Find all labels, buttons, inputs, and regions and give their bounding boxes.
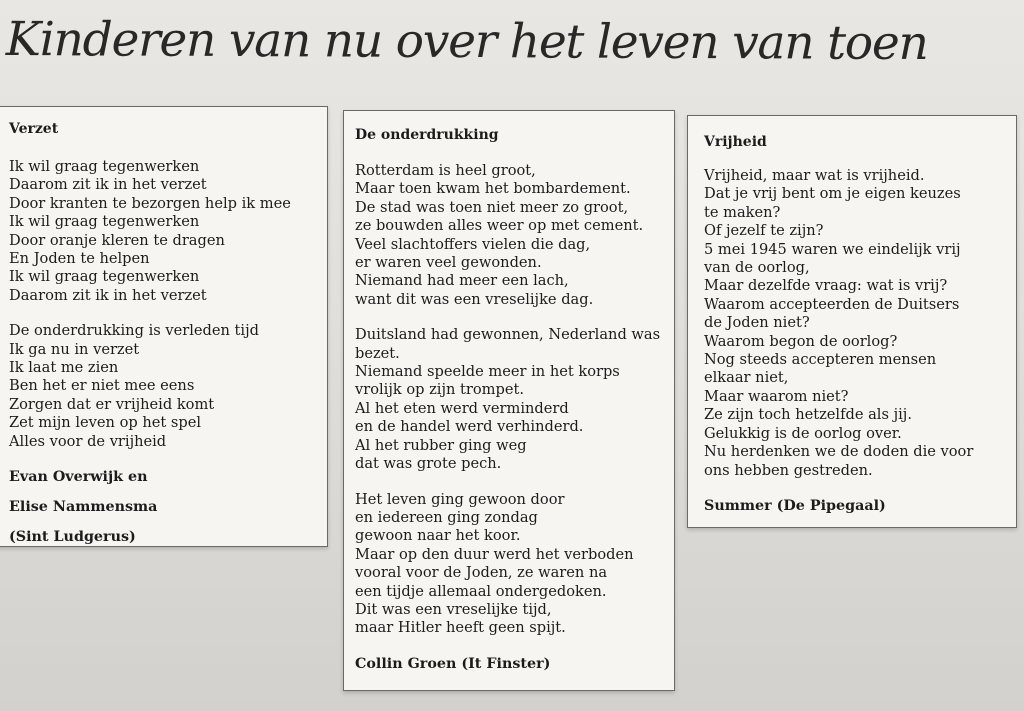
poem-line: Maar op den duur werd het verboden: [355, 545, 634, 563]
poem-line: en de handel werd verhinderd.: [355, 418, 584, 436]
poem-line: Gelukkig is de oorlog over.: [704, 424, 902, 442]
poem-line: Door kranten te bezorgen help ik mee: [9, 194, 291, 212]
poem-line: en iedereen ging zondag: [355, 508, 538, 526]
poem-author: [704, 497, 1016, 515]
poem-line: De onderdrukking is verleden tijd: [9, 322, 259, 340]
poem-line: Of jezelf te zijn?: [704, 222, 824, 240]
poem-line: Ze zijn toch hetzelfde als jij.: [704, 406, 912, 424]
poem-line: Veel slachtoffers vielen die dag,: [355, 235, 591, 253]
poem-line: gewoon naar het koor.: [355, 527, 521, 545]
poem-line: te maken?: [704, 203, 781, 221]
poem-line: van de oorlog,: [704, 259, 810, 277]
poem-line: Niemand speelde meer in het korps: [355, 363, 620, 381]
poem-author-line: Evan Overwijk en: [9, 469, 148, 486]
poem-line: een tijdje allemaal ondergedoken.: [355, 582, 607, 600]
poem-heading: Vrijheid: [704, 134, 767, 150]
poem-line: Al het eten werd verminderd: [355, 399, 569, 417]
poem-stanza: [704, 167, 1016, 480]
poem-line: Ik laat me zien: [9, 359, 119, 377]
poem-line: Waarom begon de oorlog?: [704, 332, 898, 350]
poem-line: vrolijk op zijn trompet.: [355, 381, 524, 399]
poem-line: elkaar niet,: [704, 369, 789, 387]
poem-line: want dit was een vreselijke dag.: [355, 290, 594, 308]
poem-stanza: [355, 491, 674, 638]
poem-heading: De onderdrukking: [355, 127, 499, 143]
poem-line: Nog steeds accepteren mensen: [704, 351, 937, 369]
poem-line: Ik wil graag tegenwerken: [9, 158, 200, 175]
poem-line: Daarom zit ik in het verzet: [9, 286, 207, 304]
poem-line: Zorgen dat er vrijheid komt: [9, 395, 215, 413]
poem-line: Maar waarom niet?: [704, 387, 849, 405]
poem-line: Maar dezelfde vraag: wat is vrij?: [704, 277, 948, 295]
poem-line: er waren veel gewonden.: [355, 254, 542, 272]
page-title: Kinderen van nu over het leven van toen: [5, 12, 928, 72]
poem-line: Ben het er niet mee eens: [9, 377, 195, 395]
poem-author-line: Elise Nammensma: [9, 499, 158, 516]
poem-line: De stad was toen niet meer zo groot,: [355, 198, 629, 216]
poem-line: Door oranje kleren te dragen: [9, 231, 225, 249]
poem-line: ons hebben gestreden.: [704, 461, 873, 479]
poem-line: Rotterdam is heel groot,: [355, 162, 536, 179]
poem-line: Alles voor de vrijheid: [9, 432, 167, 450]
poem-panel-de-onderdrukking: [343, 110, 675, 691]
poem-author-line: Summer (De Pipegaal): [704, 497, 886, 514]
poem-line: Vrijheid, maar wat is vrijheid.: [704, 167, 925, 184]
poem-author: [355, 655, 674, 673]
poem-line: Daarom zit ik in het verzet: [9, 176, 207, 194]
poem-line: En Joden te helpen: [9, 250, 150, 268]
poem-line: vooral voor de Joden, ze waren na: [355, 564, 608, 582]
poem-line: Al het rubber ging weg: [355, 436, 527, 454]
poem-line: Maar toen kwam het bombardement.: [355, 180, 631, 198]
poem-line: bezet.: [355, 344, 400, 362]
poem-line: Dit was een vreselijke tijd,: [355, 600, 552, 618]
poem-line: Het leven ging gewoon door: [355, 490, 565, 508]
poem-line: Dat je vrij bent om je eigen keuzes: [704, 185, 961, 203]
poem-stanza: [9, 158, 327, 305]
poem-author-line: (Sint Ludgerus): [9, 529, 136, 546]
poem-line: Duitsland had gewonnen, Nederland was: [355, 326, 661, 344]
poem-panel-verzet: [0, 106, 328, 547]
poem-heading: Verzet: [9, 121, 59, 137]
poem-line: dat was grote pech.: [355, 455, 502, 473]
poem-line: Niemand had meer een lach,: [355, 272, 569, 290]
poem-line: ze bouwden alles weer op met cement.: [355, 217, 644, 235]
poem-panel-vrijheid: [687, 115, 1017, 528]
poem-line: de Joden niet?: [704, 314, 810, 332]
poem-line: Zet mijn leven op het spel: [9, 414, 202, 432]
poem-author-line: Collin Groen (It Finster): [355, 655, 551, 672]
poem-line: 5 mei 1945 waren we eindelijk vrij: [704, 240, 961, 258]
poem-line: Ik wil graag tegenwerken: [9, 268, 200, 286]
poem-stanza: [355, 162, 674, 309]
poem-stanza: [355, 326, 674, 473]
poem-line: Nu herdenken we de doden die voor: [704, 443, 974, 461]
poem-stanza: [9, 322, 327, 451]
poem-line: Ik wil graag tegenwerken: [9, 213, 200, 231]
poem-line: Ik ga nu in verzet: [9, 340, 140, 358]
poem-author: [9, 468, 327, 546]
poem-line: maar Hitler heeft geen spijt.: [355, 619, 566, 637]
poem-line: Waarom accepteerden de Duitsers: [704, 295, 960, 313]
